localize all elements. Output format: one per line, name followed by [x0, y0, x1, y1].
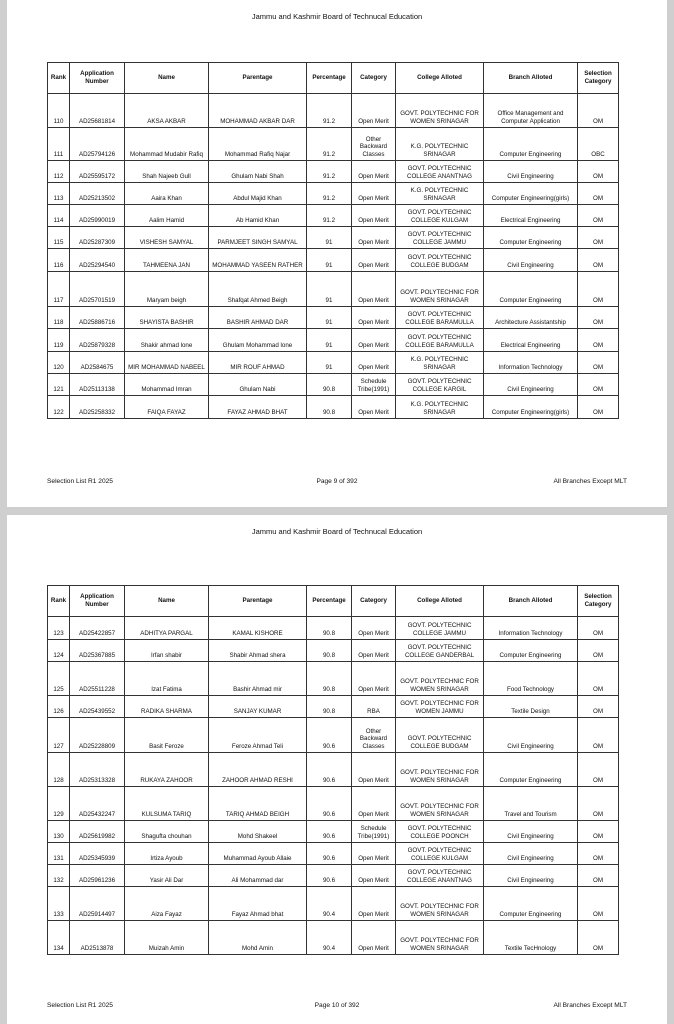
cell-selection-category: OM [578, 183, 619, 205]
cell-category: Open Merit [352, 640, 396, 662]
cell-percentage: 91 [307, 307, 352, 329]
cell-branch: Textile Design [484, 696, 578, 718]
cell-branch: Information Technology [484, 352, 578, 374]
footer-branches-note: All Branches Except MLT [553, 1002, 627, 1009]
cell-percentage: 91 [307, 272, 352, 307]
cell-branch: Architecture Assistantship [484, 307, 578, 329]
cell-rank: 112 [48, 161, 70, 183]
cell-application-number: AD25794126 [70, 128, 125, 161]
table-row [48, 718, 619, 753]
header-college-alloted: College Alloted [396, 63, 484, 94]
cell-selection-category: OM [578, 249, 619, 272]
cell-branch: Electrical Engineering [484, 205, 578, 227]
table-row [48, 617, 619, 640]
cell-category: RBA [352, 696, 396, 718]
cell-selection-category: OM [578, 94, 619, 128]
cell-percentage: 90.4 [307, 887, 352, 921]
cell-parentage: MOHAMMAD AKBAR DAR [209, 94, 307, 128]
cell-percentage: 90.6 [307, 718, 352, 753]
cell-name: Shagufta chouhan [125, 821, 209, 843]
cell-rank: 128 [48, 753, 70, 787]
cell-category: Open Merit [352, 94, 396, 128]
cell-application-number: AD25439552 [70, 696, 125, 718]
cell-parentage: Mohammad Rafiq Najar [209, 128, 307, 161]
cell-college: GOVT. POLYTECHNIC FOR WOMEN SRINAGAR [396, 662, 484, 696]
cell-parentage: FAYAZ AHMAD BHAT [209, 396, 307, 419]
table-row [48, 161, 619, 183]
cell-percentage: 91 [307, 329, 352, 352]
cell-parentage: Bashir Ahmad mir [209, 662, 307, 696]
cell-parentage: PARMJEET SINGH SAMYAL [209, 227, 307, 249]
cell-percentage: 91 [307, 352, 352, 374]
cell-application-number: AD25619982 [70, 821, 125, 843]
cell-application-number: AD2513878 [70, 921, 125, 955]
document-page-10 [7, 515, 667, 1024]
cell-college: GOVT. POLYTECHNIC COLLEGE JAMMU [396, 617, 484, 640]
cell-rank: 127 [48, 718, 70, 753]
cell-branch: Computer Engineering(girls) [484, 183, 578, 205]
header-name: Name [125, 586, 209, 617]
cell-college: GOVT. POLYTECHNIC COLLEGE JAMMU [396, 227, 484, 249]
cell-rank: 111 [48, 128, 70, 161]
cell-category: Open Merit [352, 617, 396, 640]
cell-application-number: AD25213502 [70, 183, 125, 205]
board-title: Jammu and Kashmir Board of Technucal Education [251, 527, 423, 536]
table-row [48, 352, 619, 374]
cell-branch: Textile TecHnology [484, 921, 578, 955]
cell-name: AKSA AKBAR [125, 94, 209, 128]
cell-branch: Civil Engineering [484, 865, 578, 887]
cell-application-number: AD25701519 [70, 272, 125, 307]
cell-application-number: AD25422857 [70, 617, 125, 640]
cell-application-number: AD25879328 [70, 329, 125, 352]
cell-selection-category: OM [578, 205, 619, 227]
cell-branch: Civil Engineering [484, 821, 578, 843]
cell-rank: 123 [48, 617, 70, 640]
cell-selection-category: OM [578, 617, 619, 640]
header-parentage: Parentage [209, 63, 307, 94]
cell-rank: 124 [48, 640, 70, 662]
cell-selection-category: OM [578, 352, 619, 374]
cell-branch: Civil Engineering [484, 843, 578, 865]
cell-application-number: AD25681814 [70, 94, 125, 128]
cell-category: Open Merit [352, 352, 396, 374]
header-branch-alloted: Branch Alloted [484, 63, 578, 94]
header-percentage: Percentage [307, 63, 352, 94]
cell-college: GOVT. POLYTECHNIC FOR WOMEN SRINAGAR [396, 753, 484, 787]
header-category: Category [352, 586, 396, 617]
selection-table [47, 585, 619, 955]
cell-selection-category: OM [578, 307, 619, 329]
cell-name: RUKAYA ZAHOOR [125, 753, 209, 787]
cell-category: Open Merit [352, 396, 396, 419]
cell-application-number: AD25595172 [70, 161, 125, 183]
cell-parentage: Shabir Ahmad shera [209, 640, 307, 662]
cell-category: Open Merit [352, 753, 396, 787]
cell-branch: Computer Engineering [484, 887, 578, 921]
cell-college: GOVT. POLYTECHNIC COLLEGE GANDERBAL [396, 640, 484, 662]
cell-selection-category: OM [578, 662, 619, 696]
cell-rank: 125 [48, 662, 70, 696]
cell-percentage: 90.8 [307, 640, 352, 662]
table-row [48, 865, 619, 887]
cell-selection-category: OM [578, 640, 619, 662]
cell-name: Irfan shabir [125, 640, 209, 662]
cell-selection-category: OM [578, 374, 619, 396]
cell-name: FAIQA FAYAZ [125, 396, 209, 419]
cell-branch: Computer Engineering [484, 227, 578, 249]
cell-college: K.G. POLYTECHNIC SRINAGAR [396, 352, 484, 374]
table-row [48, 921, 619, 955]
cell-application-number: AD25914497 [70, 887, 125, 921]
cell-category: Open Merit [352, 843, 396, 865]
cell-college: GOVT. POLYTECHNIC COLLEGE BUDGAM [396, 249, 484, 272]
cell-branch: Civil Engineering [484, 161, 578, 183]
cell-rank: 134 [48, 921, 70, 955]
cell-college: GOVT. POLYTECHNIC COLLEGE ANANTNAG [396, 865, 484, 887]
cell-rank: 119 [48, 329, 70, 352]
cell-category: Open Merit [352, 865, 396, 887]
cell-rank: 129 [48, 787, 70, 821]
cell-selection-category: OM [578, 329, 619, 352]
cell-percentage: 90.8 [307, 617, 352, 640]
board-title: Jammu and Kashmir Board of Technucal Education [251, 12, 423, 21]
table-row [48, 128, 619, 161]
cell-parentage: MOHAMMAD YASEEN RATHER [209, 249, 307, 272]
footer-page-number: Page 10 of 392 [314, 1002, 360, 1009]
footer-list-name: Selection List R1 2025 [47, 1002, 113, 1009]
cell-name: KULSUMA TARIQ [125, 787, 209, 821]
cell-category: Open Merit [352, 329, 396, 352]
cell-branch: Computer Engineering [484, 753, 578, 787]
cell-name: MIR MOHAMMAD NABEEL [125, 352, 209, 374]
cell-college: GOVT. POLYTECHNIC FOR WOMEN SRINAGAR [396, 272, 484, 307]
cell-percentage: 90.8 [307, 396, 352, 419]
cell-percentage: 91.2 [307, 183, 352, 205]
cell-rank: 133 [48, 887, 70, 921]
cell-category: Open Merit [352, 887, 396, 921]
cell-rank: 126 [48, 696, 70, 718]
cell-parentage: MIR ROUF AHMAD [209, 352, 307, 374]
cell-parentage: TARIQ AHMAD BEIGH [209, 787, 307, 821]
cell-selection-category: OM [578, 865, 619, 887]
table-row [48, 183, 619, 205]
cell-college: K.G. POLYTECHNIC SRINAGAR [396, 396, 484, 419]
cell-rank: 113 [48, 183, 70, 205]
cell-category: Open Merit [352, 161, 396, 183]
cell-application-number: AD25313328 [70, 753, 125, 787]
cell-category: Open Merit [352, 307, 396, 329]
cell-application-number: AD25113138 [70, 374, 125, 396]
cell-category: Open Merit [352, 787, 396, 821]
cell-name: Shakir ahmad lone [125, 329, 209, 352]
cell-name: RADIKA SHARMA [125, 696, 209, 718]
cell-branch: Office Management and Computer Application [484, 94, 578, 128]
cell-name: SHAYISTA BASHIR [125, 307, 209, 329]
document-page-9 [7, 0, 667, 507]
cell-rank: 132 [48, 865, 70, 887]
cell-branch: Civil Engineering [484, 718, 578, 753]
cell-name: Aiza Fayaz [125, 887, 209, 921]
cell-college: GOVT. POLYTECHNIC FOR WOMEN SRINAGAR [396, 921, 484, 955]
cell-college: GOVT. POLYTECHNIC FOR WOMEN SRINAGAR [396, 94, 484, 128]
cell-selection-category: OM [578, 887, 619, 921]
cell-parentage: Ghulam Nabi [209, 374, 307, 396]
cell-branch: Civil Engineering [484, 374, 578, 396]
table-row [48, 94, 619, 128]
cell-category: Open Merit [352, 249, 396, 272]
cell-percentage: 90.8 [307, 662, 352, 696]
cell-college: K.G. POLYTECHNIC SRINAGAR [396, 183, 484, 205]
cell-rank: 118 [48, 307, 70, 329]
cell-name: Aaira Khan [125, 183, 209, 205]
cell-name: TAHMEENA JAN [125, 249, 209, 272]
header-parentage: Parentage [209, 586, 307, 617]
cell-college: GOVT. POLYTECHNIC FOR WOMEN SRINAGAR [396, 787, 484, 821]
cell-category: Open Merit [352, 272, 396, 307]
cell-branch: Information Technology [484, 617, 578, 640]
table-header-row [48, 586, 619, 617]
cell-category: Open Merit [352, 662, 396, 696]
cell-application-number: AD25511228 [70, 662, 125, 696]
header-rank: Rank [48, 586, 70, 617]
cell-selection-category: OM [578, 787, 619, 821]
cell-application-number: AD25367885 [70, 640, 125, 662]
table-row [48, 396, 619, 419]
cell-name: Izat Fatima [125, 662, 209, 696]
cell-rank: 117 [48, 272, 70, 307]
cell-rank: 122 [48, 396, 70, 419]
cell-percentage: 91.2 [307, 128, 352, 161]
table-body [48, 94, 619, 419]
cell-parentage: Ghulam Mohammad lone [209, 329, 307, 352]
cell-application-number: AD25345939 [70, 843, 125, 865]
cell-application-number: AD25886716 [70, 307, 125, 329]
table-row [48, 374, 619, 396]
cell-category: Schedule Tribe(1991) [352, 374, 396, 396]
cell-branch: Computer Engineering [484, 272, 578, 307]
cell-college: GOVT. POLYTECHNIC COLLEGE POONCH [396, 821, 484, 843]
cell-category: Open Merit [352, 205, 396, 227]
cell-rank: 130 [48, 821, 70, 843]
cell-college: GOVT. POLYTECHNIC FOR WOMEN JAMMU [396, 696, 484, 718]
cell-parentage: SANJAY KUMAR [209, 696, 307, 718]
cell-parentage: Muhammad Ayoub Allaie [209, 843, 307, 865]
cell-college: K.G. POLYTECHNIC SRINAGAR [396, 128, 484, 161]
cell-parentage: Fayaz Ahmad bhat [209, 887, 307, 921]
cell-parentage: KAMAL KISHORE [209, 617, 307, 640]
cell-selection-category: OM [578, 843, 619, 865]
cell-parentage: BASHIR AHMAD DAR [209, 307, 307, 329]
header-selection-category: Selection Category [578, 586, 619, 617]
table-row [48, 227, 619, 249]
cell-application-number: AD25990019 [70, 205, 125, 227]
cell-selection-category: OM [578, 718, 619, 753]
cell-selection-category: OM [578, 227, 619, 249]
table-row [48, 640, 619, 662]
cell-college: GOVT. POLYTECHNIC COLLEGE KARGIL [396, 374, 484, 396]
cell-parentage: Ali Mohammad dar [209, 865, 307, 887]
cell-percentage: 91.2 [307, 161, 352, 183]
cell-percentage: 90.6 [307, 753, 352, 787]
header-category: Category [352, 63, 396, 94]
cell-parentage: Ab Hamid Khan [209, 205, 307, 227]
cell-percentage: 90.6 [307, 821, 352, 843]
cell-percentage: 90.6 [307, 787, 352, 821]
cell-rank: 115 [48, 227, 70, 249]
cell-rank: 131 [48, 843, 70, 865]
cell-application-number: AD25961236 [70, 865, 125, 887]
cell-branch: Computer Engineering [484, 128, 578, 161]
cell-percentage: 90.6 [307, 843, 352, 865]
cell-college: GOVT. POLYTECHNIC COLLEGE ANANTNAG [396, 161, 484, 183]
table-row [48, 887, 619, 921]
cell-branch: Civil Engineering [484, 249, 578, 272]
cell-parentage: Abdul Majid Khan [209, 183, 307, 205]
table-header-row [48, 63, 619, 94]
cell-name: Irtiza Ayoub [125, 843, 209, 865]
cell-application-number: AD25294540 [70, 249, 125, 272]
header-college-alloted: College Alloted [396, 586, 484, 617]
cell-percentage: 91 [307, 227, 352, 249]
cell-selection-category: OM [578, 753, 619, 787]
cell-parentage: Mohd Amin [209, 921, 307, 955]
cell-application-number: AD25287309 [70, 227, 125, 249]
cell-selection-category: OM [578, 921, 619, 955]
cell-college: GOVT. POLYTECHNIC COLLEGE KULGAM [396, 205, 484, 227]
cell-rank: 114 [48, 205, 70, 227]
cell-selection-category: OM [578, 161, 619, 183]
cell-name: Muizah Amin [125, 921, 209, 955]
header-percentage: Percentage [307, 586, 352, 617]
table-row [48, 205, 619, 227]
table-row [48, 329, 619, 352]
cell-name: Aalim Hamid [125, 205, 209, 227]
cell-rank: 120 [48, 352, 70, 374]
cell-branch: Computer Engineering [484, 640, 578, 662]
cell-application-number: AD2584675 [70, 352, 125, 374]
cell-category: Open Merit [352, 227, 396, 249]
table-row [48, 787, 619, 821]
cell-percentage: 91.2 [307, 94, 352, 128]
footer-list-name: Selection List R1 2025 [47, 478, 113, 485]
cell-name: Mohammad Imran [125, 374, 209, 396]
table-row [48, 696, 619, 718]
cell-rank: 116 [48, 249, 70, 272]
cell-selection-category: OM [578, 696, 619, 718]
cell-percentage: 90.4 [307, 921, 352, 955]
cell-category: Other Backward Classes [352, 718, 396, 753]
table-row [48, 821, 619, 843]
cell-application-number: AD25228809 [70, 718, 125, 753]
cell-name: ADHITYA PARGAL [125, 617, 209, 640]
cell-name: Basit Feroze [125, 718, 209, 753]
cell-name: Yasir Ali Dar [125, 865, 209, 887]
cell-selection-category: OBC [578, 128, 619, 161]
cell-rank: 121 [48, 374, 70, 396]
table-row [48, 249, 619, 272]
cell-college: GOVT. POLYTECHNIC COLLEGE KULGAM [396, 843, 484, 865]
cell-percentage: 90.8 [307, 374, 352, 396]
header-selection-category: Selection Category [578, 63, 619, 94]
cell-branch: Travel and Tourism [484, 787, 578, 821]
header-application-number: Application Number [70, 586, 125, 617]
cell-parentage: ZAHOOR AHMAD RESHI [209, 753, 307, 787]
cell-rank: 110 [48, 94, 70, 128]
cell-selection-category: OM [578, 396, 619, 419]
table-row [48, 307, 619, 329]
cell-category: Open Merit [352, 921, 396, 955]
table-row [48, 843, 619, 865]
cell-name: VISHESH SAMYAL [125, 227, 209, 249]
cell-category: Open Merit [352, 183, 396, 205]
footer-branches-note: All Branches Except MLT [553, 478, 627, 485]
footer-page-number: Page 9 of 392 [316, 478, 358, 485]
cell-selection-category: OM [578, 272, 619, 307]
cell-application-number: AD25258332 [70, 396, 125, 419]
cell-parentage: Shafqat Ahmed Beigh [209, 272, 307, 307]
cell-parentage: Mohd Shakeel [209, 821, 307, 843]
cell-category: Schedule Tribe(1991) [352, 821, 396, 843]
selection-table [47, 62, 619, 419]
cell-college: GOVT. POLYTECHNIC COLLEGE BARAMULLA [396, 307, 484, 329]
cell-percentage: 90.6 [307, 865, 352, 887]
table-row [48, 272, 619, 307]
table-row [48, 753, 619, 787]
table-row [48, 662, 619, 696]
cell-selection-category: OM [578, 821, 619, 843]
cell-branch: Computer Engineering(girls) [484, 396, 578, 419]
cell-parentage: Ghulam Nabi Shah [209, 161, 307, 183]
cell-college: GOVT. POLYTECHNIC COLLEGE BUDGAM [396, 718, 484, 753]
cell-percentage: 91.2 [307, 205, 352, 227]
cell-category: Other Backward Classes [352, 128, 396, 161]
cell-name: Mohammad Mudabir Rafiq [125, 128, 209, 161]
header-branch-alloted: Branch Alloted [484, 586, 578, 617]
cell-percentage: 90.8 [307, 696, 352, 718]
header-application-number: Application Number [70, 63, 125, 94]
cell-name: Shah Najeeb Gull [125, 161, 209, 183]
cell-branch: Food Technology [484, 662, 578, 696]
cell-parentage: Feroze Ahmad Teli [209, 718, 307, 753]
cell-college: GOVT. POLYTECHNIC COLLEGE BARAMULLA [396, 329, 484, 352]
table-body [48, 617, 619, 955]
cell-college: GOVT. POLYTECHNIC FOR WOMEN SRINAGAR [396, 887, 484, 921]
header-name: Name [125, 63, 209, 94]
cell-percentage: 91 [307, 249, 352, 272]
cell-application-number: AD25432247 [70, 787, 125, 821]
cell-branch: Electrical Engineering [484, 329, 578, 352]
cell-name: Maryam beigh [125, 272, 209, 307]
header-rank: Rank [48, 63, 70, 94]
